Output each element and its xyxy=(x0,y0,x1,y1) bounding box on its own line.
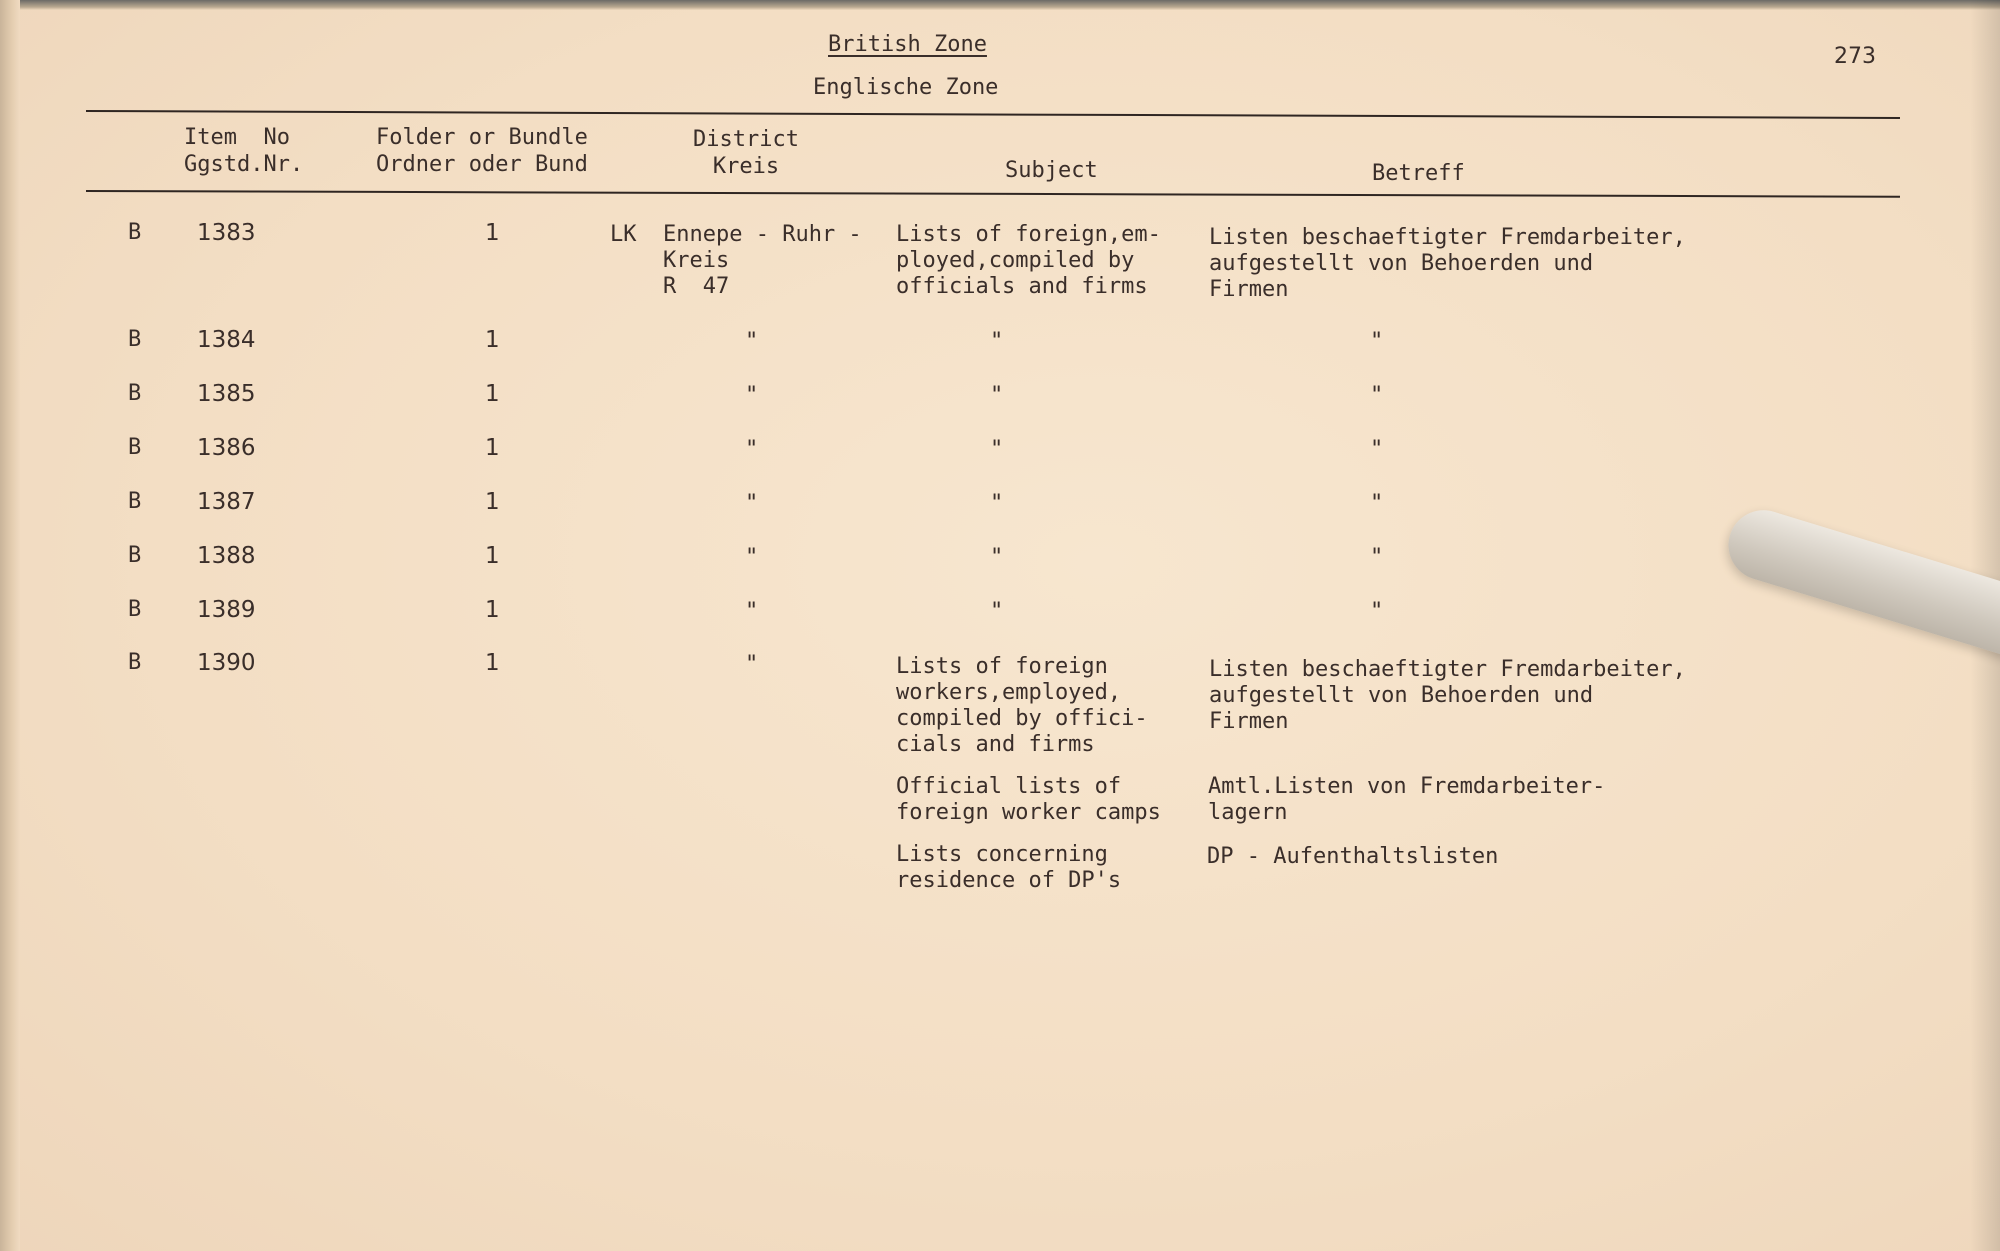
table-row xyxy=(0,435,2000,489)
column-header-folder-de: Ordner oder Bund xyxy=(376,152,588,177)
entry-betreff-ditto: " xyxy=(1370,545,1384,570)
entry-betreff-ditto: " xyxy=(1370,491,1384,516)
table-row xyxy=(0,543,2000,597)
entry-subject: Lists of foreign workers,employed, compiled by offici- cials and firms xyxy=(896,654,1148,757)
entry-district-ditto: " xyxy=(745,652,759,677)
header-bottom-rule xyxy=(86,190,1900,198)
table-row xyxy=(0,650,2000,910)
page-top-edge xyxy=(0,0,2000,10)
entry-district-ditto: " xyxy=(745,545,759,570)
entry-subject-ditto: " xyxy=(990,545,1004,570)
entry-prefix: B xyxy=(128,220,142,245)
entry-item-number: 1387 xyxy=(197,489,256,515)
entry-folder-count: 1 xyxy=(485,650,500,676)
page-number: 273 xyxy=(1834,44,1876,69)
table-row xyxy=(0,489,2000,543)
entry-subject-ditto: " xyxy=(990,599,1004,624)
entry-betreff-ditto: " xyxy=(1370,329,1384,354)
entry-item-number: 1385 xyxy=(197,381,256,407)
entry-prefix: B xyxy=(128,435,142,460)
entry-district-ditto: " xyxy=(745,329,759,354)
entry-betreff: Listen beschaeftigter Fremdarbeiter, aufgestellt von Behoerden und Firmen xyxy=(1209,225,1686,302)
entry-folder-count: 1 xyxy=(485,489,500,515)
entry-betreff-ditto: " xyxy=(1370,437,1384,462)
column-header-item-de: Ggstd.Nr. xyxy=(184,152,304,177)
table-row xyxy=(0,327,2000,381)
entry-prefix: B xyxy=(128,381,142,406)
entry-subject: Official lists of foreign worker camps xyxy=(896,774,1161,825)
header-top-rule xyxy=(86,110,1900,119)
column-header-folder xyxy=(376,124,588,178)
zone-title: British Zone xyxy=(828,32,987,57)
entry-folder-count: 1 xyxy=(485,220,500,246)
entry-folder-count: 1 xyxy=(485,597,500,623)
entry-betreff: DP - Aufenthaltslisten xyxy=(1207,844,1499,869)
entry-subject-ditto: " xyxy=(990,491,1004,516)
table-row xyxy=(0,220,2000,302)
entry-subject-ditto: " xyxy=(990,329,1004,354)
entry-folder-count: 1 xyxy=(485,543,500,569)
entry-item-number: 1386 xyxy=(197,435,256,461)
entry-prefix: B xyxy=(128,489,142,514)
table-row xyxy=(0,597,2000,651)
column-header-folder-en: Folder or Bundle xyxy=(376,125,588,150)
entry-subject-ditto: " xyxy=(990,383,1004,408)
table-row xyxy=(0,381,2000,435)
entry-folder-count: 1 xyxy=(485,327,500,353)
entry-betreff-ditto: " xyxy=(1370,599,1384,624)
column-header-betreff: Betreff xyxy=(1372,161,1465,186)
entry-district: Ennepe - Ruhr - Kreis R 47 xyxy=(663,222,862,299)
entry-item-number: 1389 xyxy=(197,597,256,623)
entry-subject: Lists concerning residence of DP's xyxy=(896,842,1122,893)
entry-district-ditto: " xyxy=(745,437,759,462)
entry-betreff-ditto: " xyxy=(1370,383,1384,408)
column-header-district-de: Kreis xyxy=(712,154,780,179)
entry-subject: Lists of foreign,em- ployed,compiled by officials and firms xyxy=(896,222,1161,299)
entry-prefix: B xyxy=(128,597,142,622)
column-header-district-en: District xyxy=(693,127,799,152)
entry-district-ditto: " xyxy=(745,383,759,408)
entry-prefix: B xyxy=(128,543,142,568)
entry-item-number: 1390 xyxy=(197,650,256,676)
entry-betreff: Amtl.Listen von Fremdarbeiter- lagern xyxy=(1208,774,1606,825)
entry-betreff: Listen beschaeftigter Fremdarbeiter, aufgestellt von Behoerden und Firmen xyxy=(1209,657,1686,734)
entry-item-number: 1384 xyxy=(197,327,256,353)
column-header-subject: Subject xyxy=(1005,158,1098,183)
entry-prefix: B xyxy=(128,327,142,352)
entry-folder-count: 1 xyxy=(485,435,500,461)
entry-item-number: 1388 xyxy=(197,543,256,569)
entry-prefix: B xyxy=(128,650,142,675)
column-header-item-en: Item No xyxy=(184,125,290,150)
entry-subject-ditto: " xyxy=(990,437,1004,462)
entry-folder-count: 1 xyxy=(485,381,500,407)
zone-subtitle: Englische Zone xyxy=(813,75,999,100)
entry-district-ditto: " xyxy=(745,599,759,624)
column-header-district xyxy=(690,126,802,180)
column-header-item xyxy=(184,124,303,178)
entry-district-ditto: " xyxy=(745,491,759,516)
entry-item-number: 1383 xyxy=(197,220,256,246)
entry-district-prefix: LK xyxy=(610,222,637,247)
